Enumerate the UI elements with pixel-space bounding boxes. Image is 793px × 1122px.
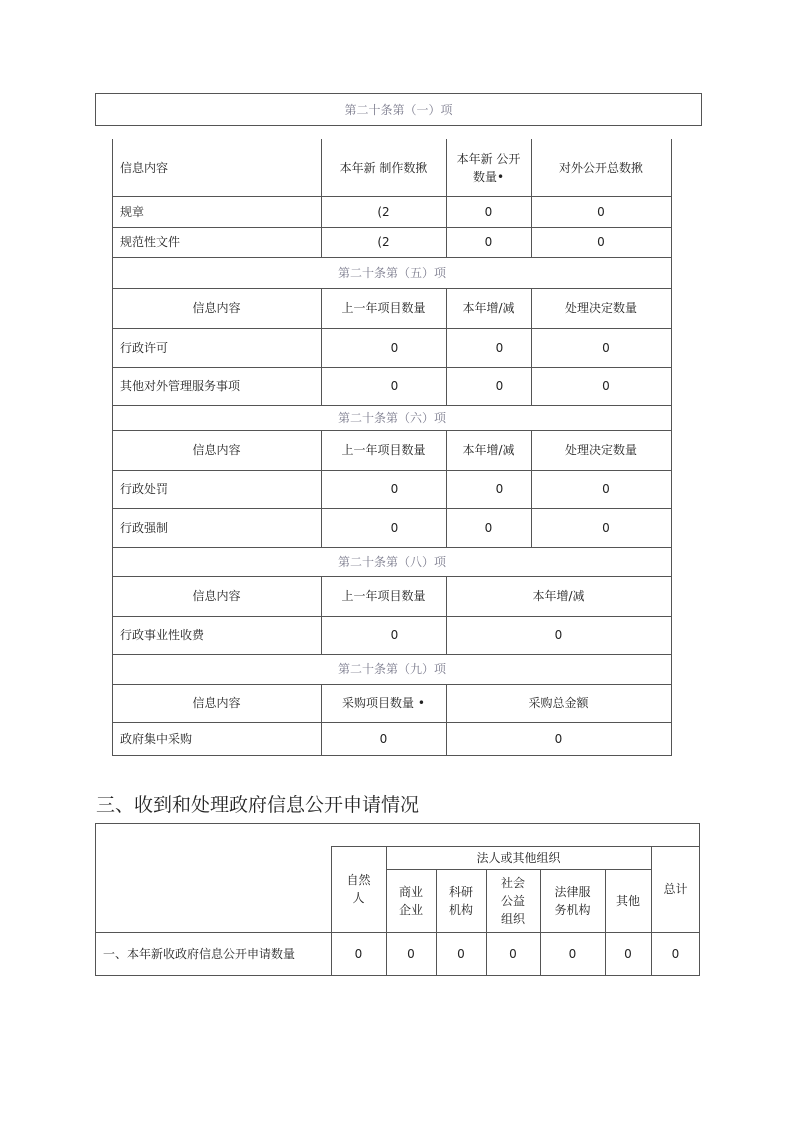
header-total: 总计 <box>663 882 688 896</box>
row-value: 0 <box>390 482 399 496</box>
section-title-6: 第二十条第（六）项 <box>337 410 446 425</box>
row-value: 0 <box>624 947 632 961</box>
section-title-8: 第二十条第（八）项 <box>337 554 446 569</box>
row-value: 0 <box>390 379 399 393</box>
row-label: 一、本年新收政府信息公开申请数量 <box>103 947 296 961</box>
header-social-welfare <box>486 869 540 932</box>
row-value: 0 <box>597 235 605 249</box>
section-title-9: 第二十条第（九）项 <box>337 662 446 676</box>
header-research-line1: 科研 <box>448 884 473 899</box>
row-label: 行政强制 <box>120 520 169 535</box>
row-value: 0 <box>495 482 504 496</box>
row-label: 行政许可 <box>120 340 169 355</box>
header-natural-person-line1: 自然 <box>346 873 371 887</box>
header-change: 本年增/减 <box>462 443 515 457</box>
header-change: 本年增/减 <box>462 301 515 315</box>
header-decision-count: 处理决定数量 <box>564 443 637 457</box>
header-info-content: 信息内容 <box>192 696 241 710</box>
row-value: 0 <box>597 204 605 219</box>
header-new-made: 本年新 制作数揪 <box>339 160 428 175</box>
header-social-line3: 组织 <box>500 911 525 926</box>
row-value: 0 <box>602 520 610 535</box>
header-total-public: 对外公开总数揪 <box>558 160 643 175</box>
row-value: (2 <box>377 204 390 219</box>
row-label: 行政事业性收费 <box>120 628 205 642</box>
row-value: 0 <box>568 947 577 961</box>
row-label: 其他对外管理服务事项 <box>120 379 241 393</box>
row-label: 规范性文件 <box>120 235 181 249</box>
row-value: 0 <box>457 947 465 961</box>
header-social-line2: 公益 <box>500 893 525 908</box>
header-info-content: 信息内容 <box>120 160 169 175</box>
row-value: 0 <box>671 947 680 961</box>
row-value: 0 <box>390 340 399 355</box>
header-prev-year-count: 上一年项目数量 <box>341 589 426 603</box>
header-legal-service <box>540 869 605 932</box>
row-value: 0 <box>354 947 363 961</box>
row-value: 0 <box>602 340 610 355</box>
header-info-content: 信息内容 <box>192 443 241 457</box>
header-new-published-line1: 本年新 公开 <box>456 151 521 166</box>
header-info-content: 信息内容 <box>192 589 241 603</box>
row-value: 0 <box>484 520 493 535</box>
header-decision-count: 处理决定数量 <box>564 301 637 315</box>
header-natural-person <box>331 846 386 932</box>
row-value: 0 <box>484 204 493 219</box>
row-value: 0 <box>509 947 517 961</box>
header-purchase-count: 采购项目数量 • <box>342 696 425 710</box>
header-info-content: 信息内容 <box>192 301 241 315</box>
header-commercial <box>386 869 436 932</box>
row-label: 政府集中采购 <box>120 731 193 746</box>
header-natural-person-line2: 人 <box>352 891 365 905</box>
header-new-published-line2: 数量• <box>472 169 505 184</box>
section-heading: 三、收到和处理政府信息公开申请情况 <box>96 794 420 816</box>
header-purchase-amount: 采购总金额 <box>528 696 589 710</box>
header-legal-group: 法人或其他组织 <box>476 850 561 865</box>
row-value: 0 <box>495 340 504 355</box>
row-value: (2 <box>377 235 390 249</box>
row-value: 0 <box>602 482 610 496</box>
header-social-line1: 社会 <box>500 875 525 890</box>
header-prev-year-count: 上一年项目数量 <box>341 301 426 315</box>
header-change: 本年增/减 <box>532 589 585 603</box>
header-other: 其他 <box>615 893 640 908</box>
header-commercial-line1: 商业 <box>398 884 423 899</box>
header-research <box>436 869 486 932</box>
section-title-1: 第二十条第（一）项 <box>344 102 453 117</box>
header-legal-service-line1: 法律服 <box>554 884 591 899</box>
row-value: 0 <box>554 628 563 642</box>
row-value: 0 <box>495 379 504 393</box>
row-value: 0 <box>554 731 563 746</box>
row-value: 0 <box>379 731 388 746</box>
header-research-line2: 机构 <box>448 902 473 917</box>
row-label: 规章 <box>120 204 145 219</box>
header-new-published <box>446 139 531 196</box>
row-value: 0 <box>484 235 493 249</box>
header-prev-year-count: 上一年项目数量 <box>341 443 426 457</box>
header-commercial-line2: 企业 <box>398 902 423 917</box>
row-value: 0 <box>390 628 399 642</box>
row-value: 0 <box>407 947 415 961</box>
section-title-5: 第二十条第（五）项 <box>337 265 446 280</box>
row-label: 行政处罚 <box>120 482 169 496</box>
row-value: 0 <box>390 520 399 535</box>
header-legal-service-line2: 务机构 <box>554 902 591 917</box>
row-value: 0 <box>602 379 610 393</box>
